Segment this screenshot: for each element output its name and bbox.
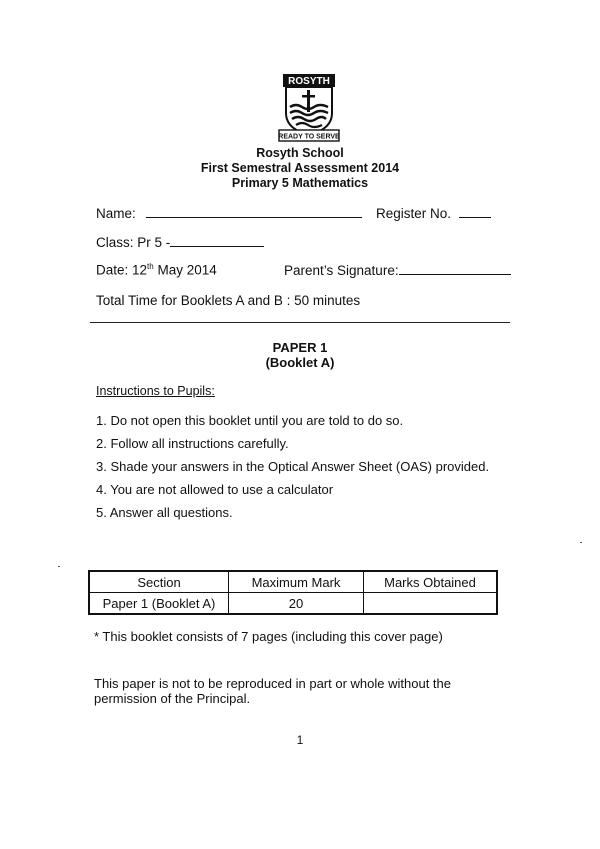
date-rest: May 2014 [153, 262, 217, 278]
name-field [96, 205, 362, 221]
crest-banner-bottom: READY TO SERVE [278, 133, 340, 141]
divider-line [90, 322, 510, 323]
school-crest-logo [276, 73, 342, 143]
signature-field [284, 262, 511, 278]
class-field [96, 234, 264, 250]
crest-banner-top: ROSYTH [288, 76, 330, 87]
instruction-item: 1. Do not open this booklet until you are told to do so. [96, 413, 404, 428]
table-row [89, 593, 497, 615]
register-label: Register No. [376, 206, 452, 221]
class-blank[interactable] [170, 234, 264, 247]
instruction-item: 2. Follow all instructions carefully. [96, 436, 289, 451]
scan-speck [58, 566, 60, 567]
exam-title: First Semestral Assessment 2014 [200, 161, 400, 175]
table-cell-marks-obtained[interactable] [364, 593, 498, 615]
paper-subtitle: (Booklet A) [265, 355, 335, 370]
register-field [376, 205, 491, 221]
name-label: Name: [96, 206, 136, 221]
signature-blank[interactable] [399, 262, 511, 275]
name-blank[interactable] [146, 205, 362, 218]
subject-title: Primary 5 Mathematics [231, 176, 369, 190]
table-header-marks-obtained: Marks Obtained [364, 571, 498, 593]
school-name: Rosyth School [256, 146, 344, 160]
date-suffix: th [147, 262, 154, 271]
table-header-row [89, 571, 497, 593]
scan-speck [580, 542, 582, 543]
total-time: Total Time for Booklets A and B : 50 minutes [96, 293, 361, 308]
signature-label: Parent’s Signature: [284, 263, 399, 278]
date-field [96, 262, 217, 278]
instructions-heading: Instructions to Pupils: [96, 384, 215, 398]
instructions-list [96, 413, 489, 528]
booklet-note: * This booklet consists of 7 pages (including this cover page) [94, 629, 443, 644]
table-header-section: Section [89, 571, 229, 593]
permission-notice: This paper is not to be reproduced in part or whole without the permission of the Principal. [94, 676, 451, 706]
table-cell-max-mark: 20 [229, 593, 364, 615]
instruction-item: 3. Shade your answers in the Optical Answer Sheet (OAS) provided. [96, 459, 490, 474]
table-cell-section: Paper 1 (Booklet A) [89, 593, 229, 615]
register-blank[interactable] [459, 205, 491, 218]
instruction-item: 4. You are not allowed to use a calculator [96, 482, 334, 497]
instruction-item: 5. Answer all questions. [96, 505, 233, 520]
date-label: Date: 12 [96, 262, 148, 278]
page-number: 1 [296, 733, 304, 747]
class-label: Class: Pr 5 - [96, 235, 171, 250]
table-header-max-mark: Maximum Mark [229, 571, 364, 593]
marks-table [88, 570, 498, 615]
paper-title: PAPER 1 [272, 340, 328, 355]
